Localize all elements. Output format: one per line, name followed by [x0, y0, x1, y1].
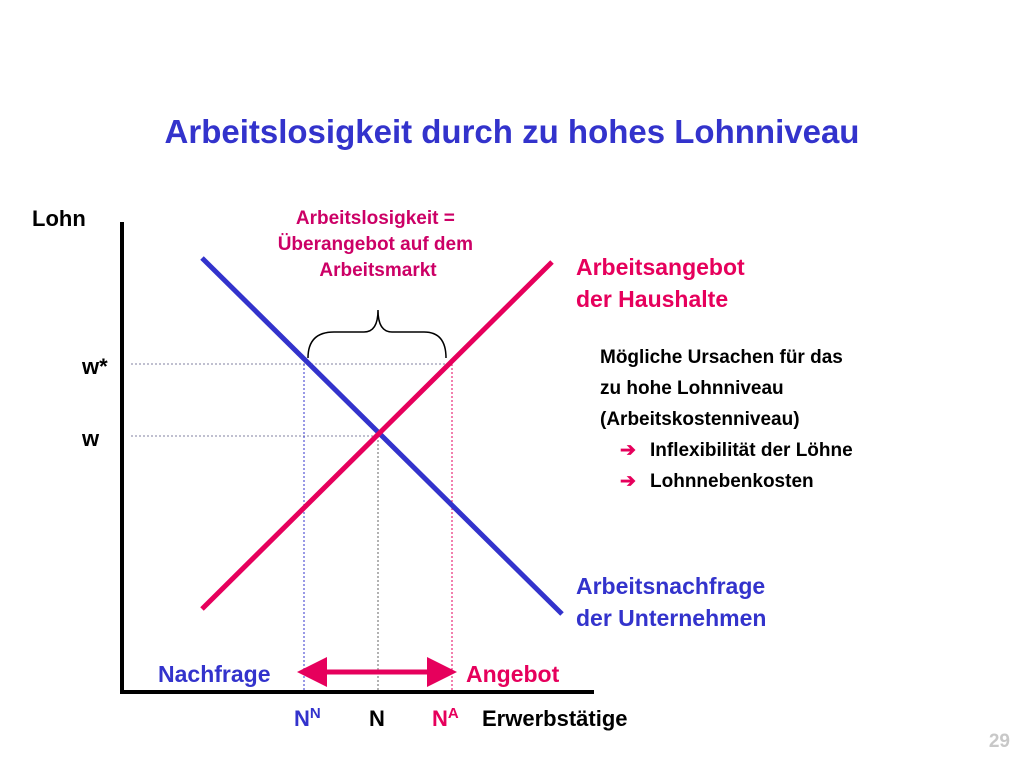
demand-arrow-label: Nachfrage — [158, 661, 271, 687]
page-number: 29 — [988, 731, 1010, 752]
wage-eq-label: w — [82, 426, 100, 451]
demand-curve-label: Arbeitsnachfrage der Unternehmen — [576, 573, 767, 631]
notes-bullet — [620, 466, 980, 497]
na-label: $N^A$ — [432, 705, 459, 731]
notes-bullet-text: Lohnnebenkosten — [650, 471, 814, 492]
notes-intro-line: zu hohe Lohnniveau — [600, 378, 784, 399]
n-eq-label: N — [369, 706, 385, 731]
notes-intro-line: Mögliche Ursachen für das — [600, 347, 843, 368]
supply-curve — [202, 262, 552, 609]
unemployment-brace — [308, 310, 446, 358]
x-axis-label: Erwerbstätige — [482, 706, 628, 731]
possible-causes-notes — [600, 342, 980, 497]
notes-intro-line: (Arbeitskostenniveau) — [600, 409, 800, 430]
right-arrow-icon: ➔ — [620, 471, 636, 492]
notes-bullet — [620, 435, 980, 466]
nn-label: $N^N$ — [294, 705, 321, 731]
y-axis-label: Lohn — [32, 206, 86, 231]
supply-arrow-label: Angebot — [466, 661, 560, 687]
wage-high-label: w* — [82, 354, 108, 379]
supply-curve-label: Arbeitsangebot der Haushalte — [576, 254, 745, 312]
unemployment-label: Arbeitslosigkeit = Überangebot auf dem Arbeitsmarkt — [277, 208, 474, 281]
notes-bullet-text: Inflexibilität der Löhne — [650, 440, 853, 461]
slide-title: Arbeitslosigkeit durch zu hohes Lohnniveau — [164, 113, 860, 150]
right-arrow-icon: ➔ — [620, 440, 636, 461]
